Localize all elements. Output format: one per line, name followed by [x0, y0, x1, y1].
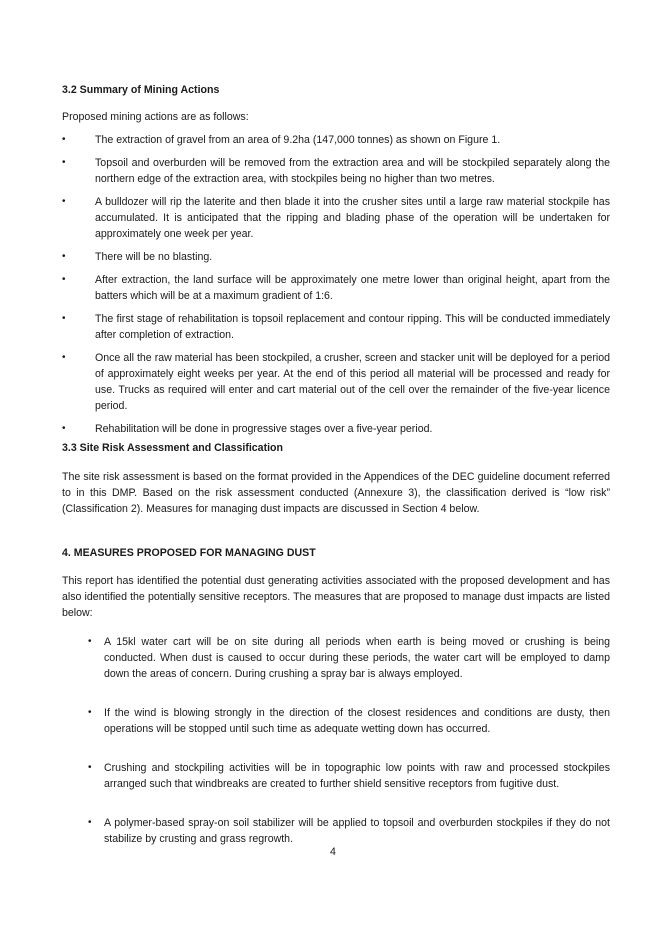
list-item [62, 132, 610, 148]
list-item-text: A bulldozer will rip the laterite and then blade it into the crusher sites until a large raw material stockpile has accumulated. It is anticipated that the ripping and blading phase of the operation will be undertaken for approximately one week per year. [95, 196, 610, 240]
bullet-icon: • [62, 352, 66, 363]
list-item-text: Rehabilitation will be done in progressive stages over a five-year period. [95, 423, 433, 435]
list-item-text: The first stage of rehabilitation is topsoil replacement and contour ripping. This will be conducted immediately after completion of extraction. [95, 313, 610, 341]
list-item [62, 350, 610, 414]
list-item-text: After extraction, the land surface will be approximately one metre lower than original height, apart from the batters which will be at a maximum gradient of 1:6. [95, 274, 610, 302]
section-3-2-intro: Proposed mining actions are as follows: [62, 111, 249, 123]
bullet-icon: • [62, 196, 66, 207]
bullet-icon: • [62, 313, 66, 324]
page-number: 4 [330, 846, 336, 858]
list-item-text: If the wind is blowing strongly in the direction of the closest residences and conditions are dusty, then operations will be stopped until such time as adequate wetting down has occurred. [104, 707, 610, 735]
dust-measures-list [88, 634, 610, 870]
list-item-text: A 15kl water cart will be on site during all periods when earth is being moved or crushing is being conducted. When dust is caused to occur during these periods, the water cart will be employed to damp down the areas of concern. During crushing a spray bar is always employed. [104, 636, 610, 680]
bullet-icon: • [88, 636, 92, 647]
bullet-icon: • [88, 817, 92, 828]
section-3-3-heading: 3.3 Site Risk Assessment and Classification [62, 442, 283, 454]
list-item-text: The extraction of gravel from an area of 9.2ha (147,000 tonnes) as shown on Figure 1. [95, 134, 501, 146]
list-item [62, 249, 610, 265]
list-item-text: Topsoil and overburden will be removed from the extraction area and will be stockpiled separately along the northern edge of the extraction area, with stockpiles being no higher than two metres. [95, 157, 610, 185]
list-item [62, 421, 610, 437]
list-item [88, 815, 610, 847]
list-item [62, 311, 610, 343]
section-4-heading: 4. MEASURES PROPOSED FOR MANAGING DUST [62, 547, 316, 559]
list-item [88, 705, 610, 737]
bullet-icon: • [62, 274, 66, 285]
section-3-3-paragraph: The site risk assessment is based on the format provided in the Appendices of the DEC guideline document referred to in this DMP. Based on the risk assessment conducted (Annexure 3), the classification derived is “low risk” (Classification 2). Measures for managing dust impacts are discussed in Section 4 below. [62, 471, 610, 515]
bullet-icon: • [62, 157, 66, 168]
bullet-icon: • [88, 762, 92, 773]
list-item-text: There will be no blasting. [95, 251, 213, 263]
section-3-2-heading: 3.2 Summary of Mining Actions [62, 84, 220, 96]
list-item [62, 194, 610, 242]
list-item-text: A polymer-based spray-on soil stabilizer will be applied to topsoil and overburden stockpiles if they do not stabilize by crusting and grass regrowth. [104, 817, 610, 845]
list-item-text: Once all the raw material has been stockpiled, a crusher, screen and stacker unit will be deployed for a period of approximately eight weeks per year. At the end of this period all material will be processed and ready for use. Trucks as required will enter and cart material out of the cell over the remainder of the five-year licence period. [95, 352, 610, 412]
bullet-icon: • [88, 707, 92, 718]
mining-actions-list [62, 132, 610, 444]
list-item [62, 272, 610, 304]
bullet-icon: • [62, 423, 66, 434]
list-item [88, 760, 610, 792]
list-item-text: Crushing and stockpiling activities will be in topographic low points with raw and processed stockpiles arranged such that windbreaks are created to further shield sensitive receptors from fugitive dust. [104, 762, 610, 790]
list-item [88, 634, 610, 682]
section-4-paragraph: This report has identified the potential dust generating activities associated with the proposed development and has also identified the potentially sensitive receptors. The measures that are proposed to manage dust impacts are listed below: [62, 575, 610, 619]
bullet-icon: • [62, 251, 66, 262]
bullet-icon: • [62, 134, 66, 145]
list-item [62, 155, 610, 187]
